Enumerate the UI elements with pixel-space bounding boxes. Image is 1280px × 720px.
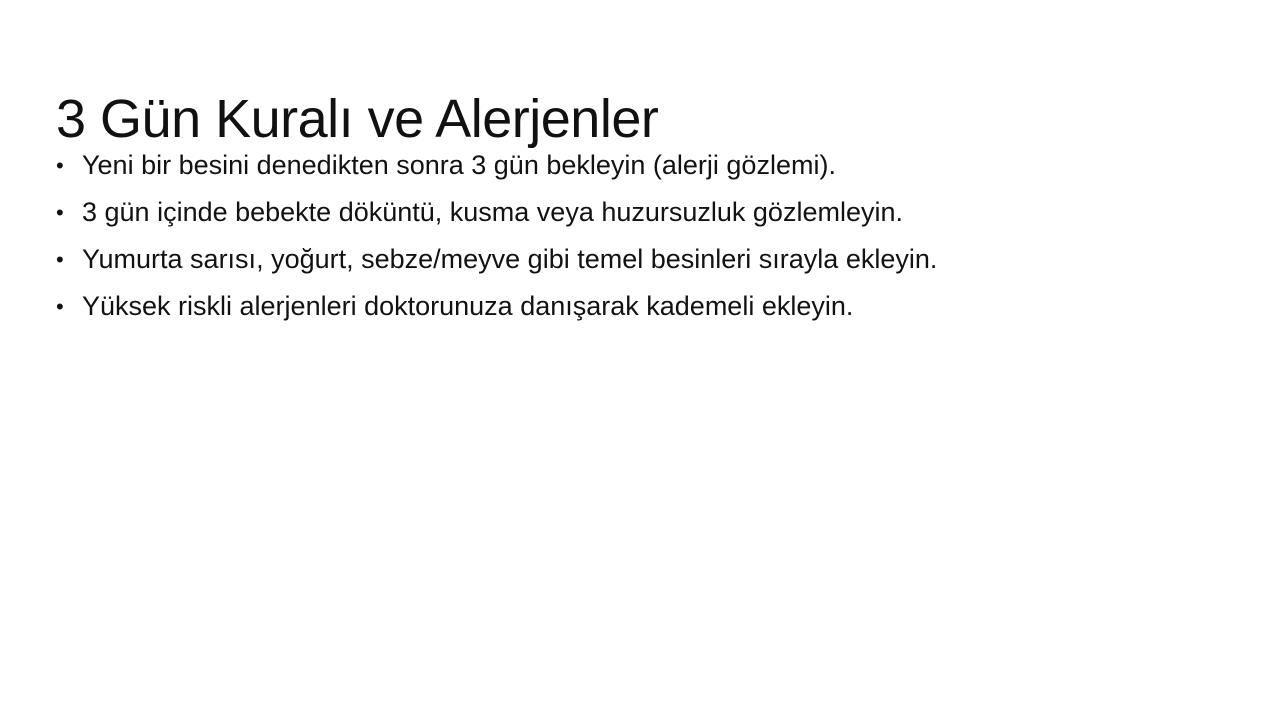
list-item <box>56 189 1231 236</box>
list-item <box>56 283 1231 330</box>
list-item-text: Yumurta sarısı, yoğurt, sebze/meyve gibi temel besinleri sırayla ekleyin. <box>82 244 938 274</box>
list-item-text: Yüksek riskli alerjenleri doktorunuza danışarak kademeli ekleyin. <box>82 291 854 321</box>
bullet-point-icon: • <box>56 200 64 225</box>
list-item <box>56 236 1231 283</box>
list-item-text: 3 gün içinde bebekte döküntü, kusma veya huzursuzluk gözlemleyin. <box>82 197 903 227</box>
bullet-list <box>56 142 1231 330</box>
bullet-point-icon: • <box>56 153 64 178</box>
list-item-text: Yeni bir besini denedikten sonra 3 gün bekleyin (alerji gözlemi). <box>82 150 836 180</box>
page-title: 3 Gün Kuralı ve Alerjenler <box>56 89 659 150</box>
list-item <box>56 142 1231 189</box>
bullet-point-icon: • <box>56 294 64 319</box>
bullet-point-icon: • <box>56 247 64 272</box>
